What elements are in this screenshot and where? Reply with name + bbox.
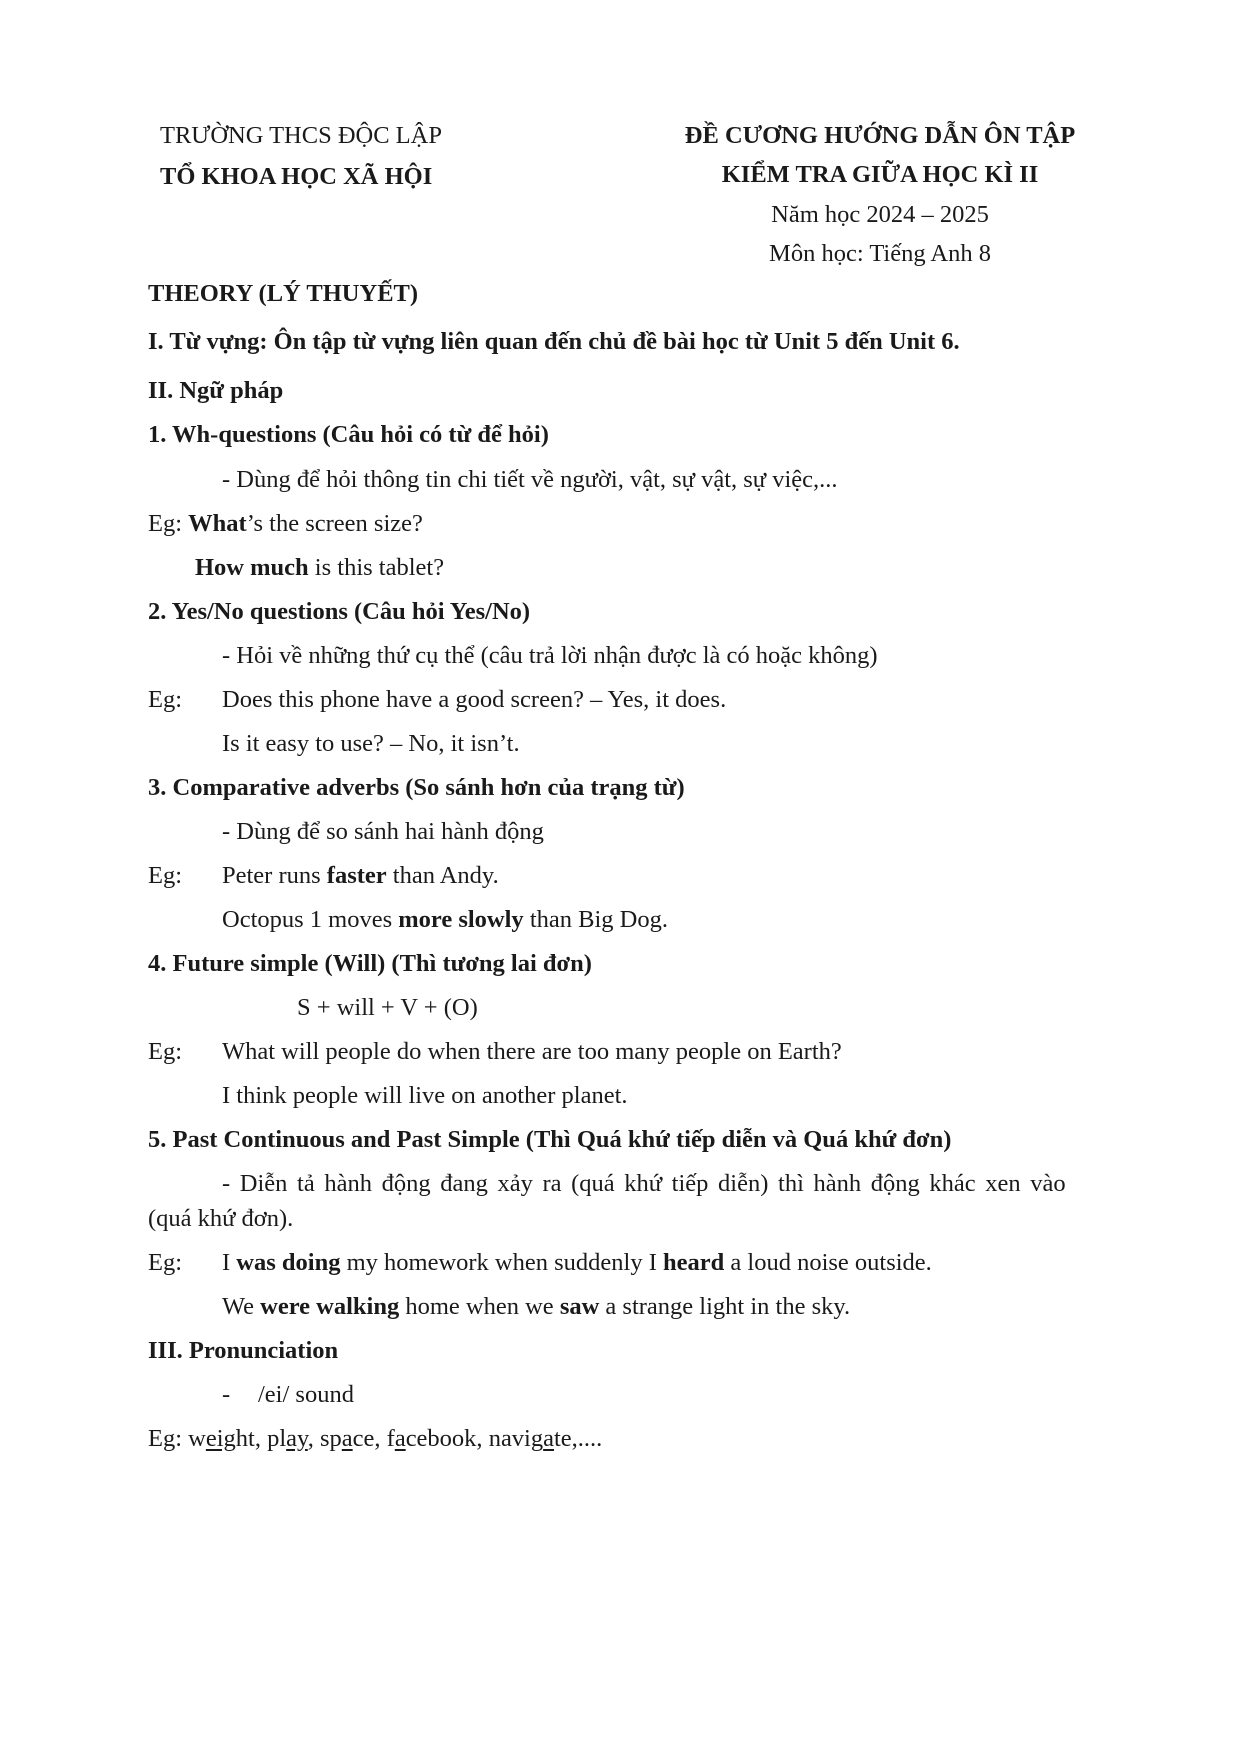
past-description-line1: - Diễn tả hành động đang xảy ra (quá khứ tiếp diễn) thì hành động khác xen vào	[222, 1170, 1066, 1197]
past-description-line2: (quá khứ đơn).	[148, 1205, 294, 1232]
theory-heading: THEORY (LÝ THUYẾT)	[148, 280, 419, 307]
eg-label: Eg:	[148, 862, 183, 889]
past-example-2: We were walking home when we saw a strange light in the sky.	[222, 1293, 851, 1320]
yesno-example-2: Is it easy to use? – No, it isn’t.	[222, 730, 520, 757]
past-example-1: I was doing my homework when suddenly I heard a loud noise outside.	[222, 1249, 932, 1276]
school-name: TRƯỜNG THCS ĐỘC LẬP	[160, 122, 442, 149]
section1-heading: I. Từ vựng: Ôn tập từ vựng liên quan đến chủ đề bài học từ Unit 5 đến Unit 6.	[148, 328, 960, 355]
pronunciation-sound: /ei/ sound	[258, 1381, 354, 1408]
section2-heading: II. Ngữ pháp	[148, 377, 284, 404]
future-heading: 4. Future simple (Will) (Thì tương lai đơn)	[148, 950, 592, 977]
word-facebook: facebook,	[386, 1425, 489, 1452]
comparative-heading: 3. Comparative adverbs (So sánh hơn của trạng từ)	[148, 774, 685, 801]
wh-heading: 1. Wh-questions (Câu hỏi có từ để hỏi)	[148, 421, 549, 448]
pronunciation-examples: Eg: weight, play, space, facebook, navigate,....	[148, 1425, 603, 1452]
wh-example-1: Eg: What’s the screen size?	[148, 510, 423, 537]
school-year: Năm học 2024 – 2025	[771, 201, 989, 228]
eg-label: Eg:	[148, 1249, 183, 1276]
wh-description: - Dùng để hỏi thông tin chi tiết về người, vật, sự vật, sự việc,...	[222, 466, 838, 493]
subject: Môn học: Tiếng Anh 8	[769, 240, 991, 267]
comparative-example-1: Peter runs faster than Andy.	[222, 862, 499, 889]
doc-title-line2: KIỂM TRA GIỮA HỌC KÌ II	[721, 161, 1039, 188]
yesno-heading: 2. Yes/No questions (Câu hỏi Yes/No)	[148, 598, 531, 625]
word-navigate: navigate,....	[488, 1425, 603, 1452]
eg-label: Eg:	[148, 686, 183, 713]
word-play: play,	[267, 1425, 320, 1452]
eg-label: Eg:	[148, 1038, 183, 1065]
word-weight: weight,	[188, 1425, 268, 1452]
yesno-example-1: Does this phone have a good screen? – Yes, it does.	[222, 686, 727, 713]
section3-heading: III. Pronunciation	[148, 1337, 339, 1364]
eg-label: Eg:	[148, 510, 183, 537]
future-example-2: I think people will live on another planet.	[222, 1082, 628, 1109]
doc-title-line1: ĐỀ CƯƠNG HƯỚNG DẪN ÔN TẬP	[684, 122, 1076, 149]
department-name: TỔ KHOA HỌC XÃ HỘI	[160, 163, 433, 190]
comparative-example-2: Octopus 1 moves more slowly than Big Dog.	[222, 906, 668, 933]
comparative-description: - Dùng để so sánh hai hành động	[222, 818, 544, 845]
wh-example-2: How much is this tablet?	[195, 554, 445, 581]
yesno-description: - Hỏi về những thứ cụ thể (câu trả lời nhận được là có hoặc không)	[222, 642, 878, 669]
future-example-1: What will people do when there are too many people on Earth?	[222, 1038, 842, 1065]
past-heading: 5. Past Continuous and Past Simple (Thì Quá khứ tiếp diễn và Quá khứ đơn)	[148, 1126, 952, 1153]
bullet-dash: -	[222, 1381, 231, 1408]
future-formula: S + will + V + (O)	[297, 994, 478, 1021]
word-space: space,	[319, 1425, 387, 1452]
